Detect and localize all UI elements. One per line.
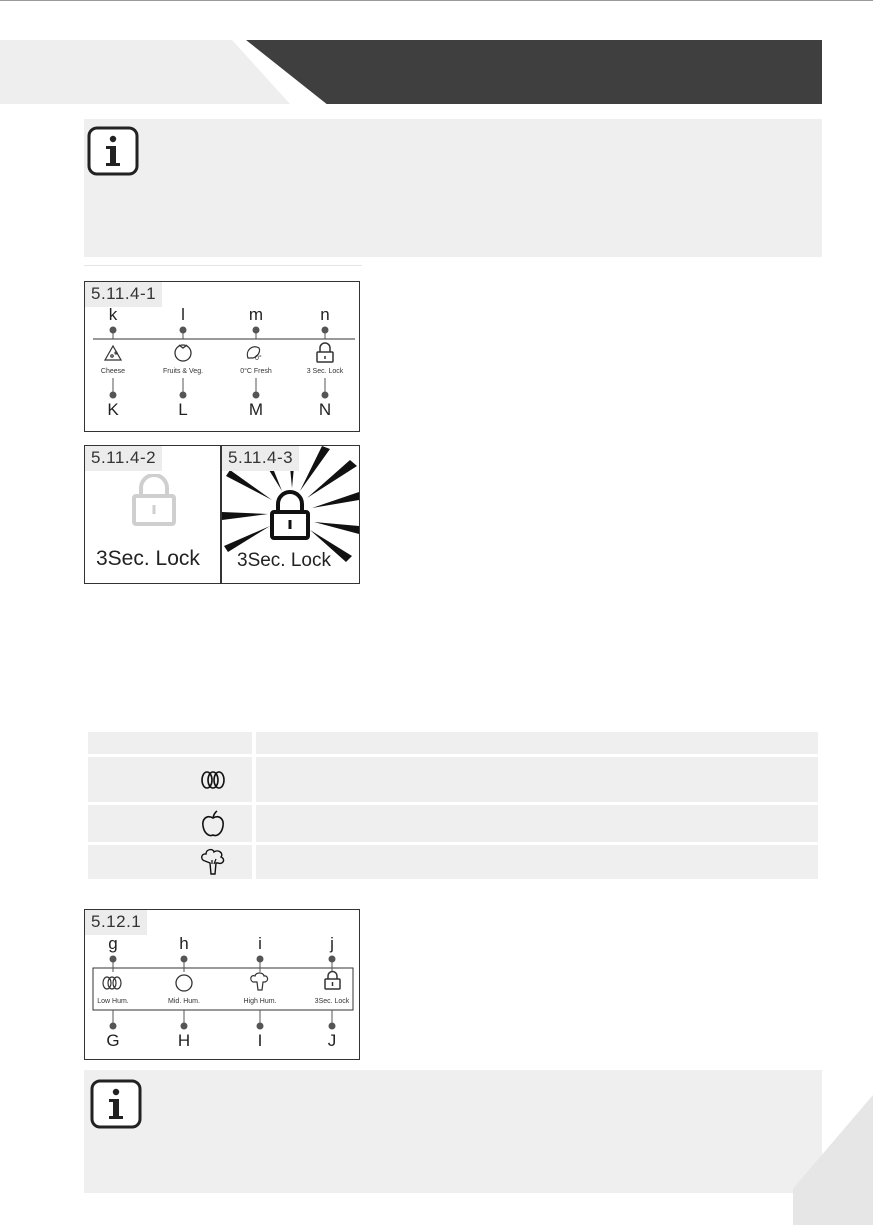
- label-K: K: [107, 400, 119, 419]
- table-row: [88, 805, 252, 842]
- apple-icon: [200, 810, 226, 838]
- caption-low-hum: Low Hum.: [97, 998, 129, 1005]
- label-m: m: [248, 305, 264, 324]
- broccoli-icon: [199, 847, 227, 877]
- label-n: n: [320, 305, 330, 324]
- top-border-line: [0, 0, 873, 1]
- table-row: [256, 757, 818, 802]
- table-header-cell-2: [256, 732, 818, 754]
- caption-mid-hum: Mid. Hum.: [168, 998, 200, 1005]
- figure-5-11-4-2: [84, 445, 221, 584]
- broccoli-icon: [251, 973, 268, 990]
- lock-caption: 3Sec. Lock: [96, 547, 200, 570]
- lock-icon: [325, 972, 340, 990]
- figure-label: 5.11.4-2: [85, 446, 162, 471]
- figure-label: 5.11.4-1: [85, 282, 162, 307]
- caption-lock: 3 Sec. Lock: [306, 368, 344, 375]
- lock-inactive-icon: [129, 474, 179, 526]
- figure-5-11-4-1: [84, 281, 360, 432]
- fruit-icon: [175, 345, 191, 361]
- cheese-icon: [105, 346, 121, 360]
- table-row: [88, 845, 252, 879]
- label-G: G: [106, 1031, 120, 1050]
- fresh-icon: [247, 347, 262, 362]
- caption-fruits-veg: Fruits & Veg.: [162, 368, 204, 375]
- thin-divider: [84, 265, 362, 266]
- table-row: [256, 805, 818, 842]
- label-J: J: [327, 1031, 337, 1050]
- low-humidity-icon: [198, 768, 228, 792]
- header-tab-right: [246, 40, 822, 104]
- apple-icon: [176, 975, 192, 991]
- figure-5-12-1: [84, 909, 360, 1060]
- header-tab-left: [0, 40, 290, 104]
- label-H: H: [177, 1031, 191, 1050]
- info-icon: [87, 126, 139, 176]
- figure-label: 5.12.1: [85, 910, 147, 935]
- label-N: N: [318, 400, 332, 419]
- caption-high-hum: High Hum.: [243, 998, 277, 1005]
- info-icon: [90, 1079, 142, 1129]
- figure-5-11-4-3: [221, 445, 360, 584]
- label-M: M: [248, 400, 264, 419]
- info-note-top: [84, 119, 822, 257]
- figure-label: 5.11.4-3: [222, 446, 299, 471]
- humidity-table: [88, 732, 818, 879]
- info-note-bottom: [84, 1070, 822, 1193]
- label-k: k: [108, 305, 118, 324]
- caption-fresh: 0°C Fresh: [240, 368, 272, 375]
- lock-icon: [317, 343, 333, 362]
- label-g: g: [108, 934, 118, 953]
- label-I: I: [257, 1031, 263, 1050]
- caption-cheese: Cheese: [100, 368, 126, 375]
- label-i: i: [258, 934, 262, 953]
- svg-text:0°: 0°: [255, 355, 262, 362]
- label-j: j: [330, 934, 334, 953]
- table-row: [256, 845, 818, 879]
- label-h: h: [179, 934, 189, 953]
- table-header-cell-1: [88, 732, 252, 754]
- caption-lock: 3Sec. Lock: [314, 998, 350, 1005]
- low-humidity-icon: [103, 977, 121, 989]
- label-l: l: [181, 305, 185, 324]
- label-L: L: [178, 400, 188, 419]
- lock-caption: 3Sec. Lock: [237, 550, 331, 571]
